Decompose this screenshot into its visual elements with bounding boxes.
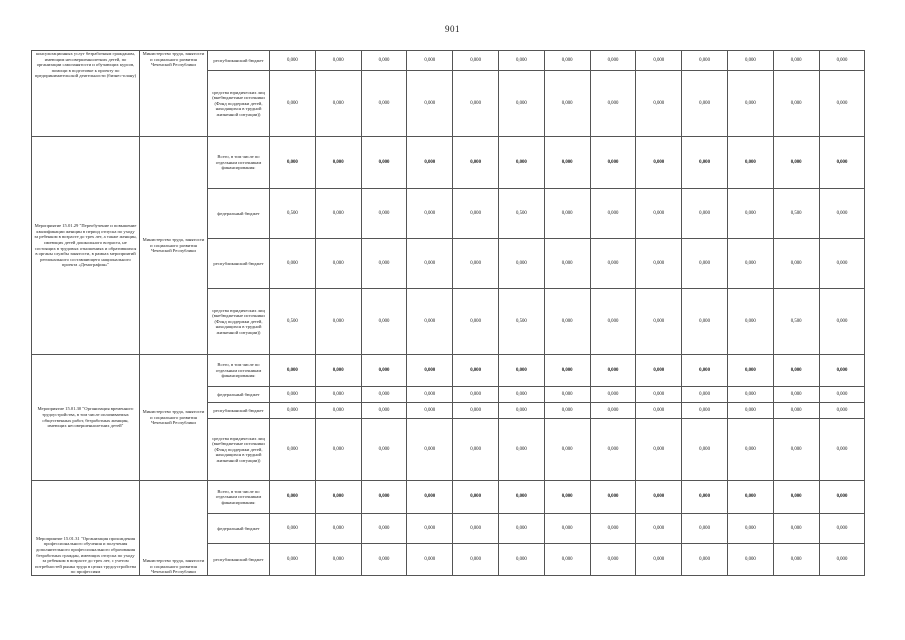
amount-cell: 0,000 <box>407 71 453 137</box>
amount-cell: 0,000 <box>773 137 819 189</box>
amount-cell: 0,000 <box>819 419 865 481</box>
amount-cell: 0,000 <box>590 189 636 239</box>
amount-cell: 0,000 <box>590 387 636 403</box>
amount-cell: 0,000 <box>544 403 590 419</box>
amount-cell: 0,000 <box>819 387 865 403</box>
amount-cell: 0,000 <box>315 71 361 137</box>
amount-cell: 0,000 <box>544 387 590 403</box>
amount-cell: 0,000 <box>270 514 316 544</box>
amount-cell: 0,000 <box>361 403 407 419</box>
funding-source-cell: Всего, в том числе по отдельным источникам финансирования: <box>208 481 270 514</box>
amount-cell: 0,000 <box>590 355 636 387</box>
amount-cell: 0,000 <box>773 51 819 71</box>
funding-source-cell: республиканский бюджет <box>208 544 270 576</box>
amount-cell: 0,000 <box>590 137 636 189</box>
total-row <box>32 355 865 387</box>
amount-cell: 0,000 <box>773 481 819 514</box>
amount-cell: 0,000 <box>361 514 407 544</box>
amount-cell: 0,500 <box>270 289 316 355</box>
amount-cell: 0,000 <box>407 403 453 419</box>
amount-cell: 0,000 <box>544 137 590 189</box>
amount-cell: 0,000 <box>636 419 682 481</box>
amount-cell: 0,000 <box>590 403 636 419</box>
amount-cell: 0,000 <box>407 481 453 514</box>
amount-cell: 0,000 <box>682 387 728 403</box>
amount-cell: 0,000 <box>315 137 361 189</box>
amount-cell: 0,000 <box>636 387 682 403</box>
amount-cell: 0,000 <box>682 481 728 514</box>
amount-cell: 0,000 <box>315 239 361 289</box>
amount-cell: 0,000 <box>453 137 499 189</box>
amount-cell: 0,500 <box>773 189 819 239</box>
amount-cell: 0,000 <box>361 239 407 289</box>
amount-cell: 0,000 <box>773 514 819 544</box>
amount-cell: 0,000 <box>682 137 728 189</box>
amount-cell: 0,000 <box>727 544 773 576</box>
amount-cell: 0,000 <box>315 289 361 355</box>
amount-cell: 0,000 <box>315 189 361 239</box>
organization-cell: Министерство труда, занятости и социального развития Чеченской Республики <box>140 481 208 576</box>
amount-cell: 0,000 <box>590 514 636 544</box>
amount-cell: 0,000 <box>636 51 682 71</box>
amount-cell: 0,000 <box>682 544 728 576</box>
amount-cell: 0,000 <box>773 419 819 481</box>
amount-cell: 0,000 <box>636 544 682 576</box>
amount-cell: 0,000 <box>819 137 865 189</box>
amount-cell: 0,000 <box>453 387 499 403</box>
amount-cell: 0,000 <box>682 51 728 71</box>
amount-cell: 0,000 <box>361 137 407 189</box>
funding-source-cell: республиканский бюджет <box>208 239 270 289</box>
amount-cell: 0,000 <box>498 71 544 137</box>
amount-cell: 0,000 <box>361 419 407 481</box>
amount-cell: 0,000 <box>498 419 544 481</box>
amount-cell: 0,000 <box>636 481 682 514</box>
amount-cell: 0,000 <box>498 387 544 403</box>
amount-cell: 0,000 <box>270 71 316 137</box>
amount-cell: 0,000 <box>727 137 773 189</box>
organization-cell: Министерство труда, занятости и социального развития Чеченской Республики <box>140 355 208 481</box>
amount-cell: 0,000 <box>544 514 590 544</box>
amount-cell: 0,000 <box>498 355 544 387</box>
funding-table <box>31 50 865 576</box>
amount-cell: 0,000 <box>819 403 865 419</box>
amount-cell: 0,000 <box>590 544 636 576</box>
amount-cell: 0,000 <box>407 419 453 481</box>
total-row <box>32 137 865 189</box>
amount-cell: 0,000 <box>361 189 407 239</box>
amount-cell: 0,000 <box>453 239 499 289</box>
amount-cell: 0,000 <box>773 544 819 576</box>
amount-cell: 0,000 <box>819 71 865 137</box>
amount-cell: 0,000 <box>453 403 499 419</box>
amount-cell: 0,000 <box>544 239 590 289</box>
amount-cell: 0,000 <box>590 71 636 137</box>
amount-cell: 0,000 <box>727 481 773 514</box>
funding-source-cell: федеральный бюджет <box>208 514 270 544</box>
amount-cell: 0,000 <box>407 514 453 544</box>
amount-cell: 0,000 <box>682 355 728 387</box>
amount-cell: 0,000 <box>407 239 453 289</box>
amount-cell: 0,000 <box>361 355 407 387</box>
amount-cell: 0,000 <box>590 239 636 289</box>
amount-cell: 0,000 <box>682 403 728 419</box>
activity-cell: Мероприятие 15.01.30 "Организация временного трудоустройства, в том числе оплачиваемых общественных работ, безработных женщин, имеющих несовершеннолетних детей" <box>32 355 140 481</box>
amount-cell: 0,000 <box>636 289 682 355</box>
amount-cell: 0,000 <box>315 355 361 387</box>
funding-source-cell: Всего, в том числе по отдельным источникам финансирования: <box>208 355 270 387</box>
amount-cell: 0,000 <box>407 544 453 576</box>
amount-cell: 0,000 <box>315 51 361 71</box>
amount-cell: 0,000 <box>544 419 590 481</box>
amount-cell: 0,000 <box>407 355 453 387</box>
amount-cell: 0,500 <box>498 189 544 239</box>
amount-cell: 0,000 <box>498 239 544 289</box>
amount-cell: 0,000 <box>819 189 865 239</box>
amount-cell: 0,000 <box>590 419 636 481</box>
amount-cell: 0,000 <box>361 71 407 137</box>
amount-cell: 0,000 <box>819 239 865 289</box>
amount-cell: 0,500 <box>498 289 544 355</box>
amount-cell: 0,000 <box>453 481 499 514</box>
amount-cell: 0,000 <box>819 51 865 71</box>
amount-cell: 0,000 <box>498 544 544 576</box>
amount-cell: 0,000 <box>498 403 544 419</box>
activity-cell: Мероприятие 15.01.31 "Организация прохождения профессионального обучения и получения дополнительного профессионального образования безработных граждан, имеющих отпуска по уходу за ребенком в возрасте до трех лет, с учетом потребностей рынка труда в целях трудоустройства по профессиям <box>32 481 140 576</box>
amount-cell: 0,500 <box>773 289 819 355</box>
amount-cell: 0,000 <box>636 403 682 419</box>
amount-cell: 0,000 <box>315 419 361 481</box>
amount-cell: 0,000 <box>773 355 819 387</box>
amount-cell: 0,000 <box>544 71 590 137</box>
amount-cell: 0,000 <box>544 189 590 239</box>
amount-cell: 0,000 <box>727 289 773 355</box>
amount-cell: 0,000 <box>361 544 407 576</box>
amount-cell: 0,000 <box>636 239 682 289</box>
amount-cell: 0,000 <box>361 51 407 71</box>
amount-cell: 0,000 <box>407 289 453 355</box>
amount-cell: 0,000 <box>270 137 316 189</box>
amount-cell: 0,000 <box>270 419 316 481</box>
amount-cell: 0,000 <box>590 481 636 514</box>
amount-cell: 0,000 <box>453 544 499 576</box>
amount-cell: 0,000 <box>315 481 361 514</box>
amount-cell: 0,000 <box>453 419 499 481</box>
amount-cell: 0,000 <box>453 289 499 355</box>
amount-cell: 0,000 <box>407 51 453 71</box>
amount-cell: 0,000 <box>270 403 316 419</box>
amount-cell: 0,000 <box>453 51 499 71</box>
amount-cell: 0,000 <box>727 51 773 71</box>
funding-source-cell: Всего, в том числе по отдельным источникам финансирования: <box>208 137 270 189</box>
amount-cell: 0,000 <box>727 355 773 387</box>
amount-cell: 0,000 <box>544 355 590 387</box>
amount-cell: 0,000 <box>727 387 773 403</box>
amount-cell: 0,000 <box>498 51 544 71</box>
amount-cell: 0,000 <box>498 481 544 514</box>
amount-cell: 0,000 <box>453 355 499 387</box>
amount-cell: 0,000 <box>544 544 590 576</box>
funding-source-cell: средства юридических лиц (внебюджетные источники (Фонд поддержки детей, находящихся в трудной жизненной ситуации)) <box>208 289 270 355</box>
amount-cell: 0,000 <box>819 514 865 544</box>
amount-cell: 0,000 <box>361 289 407 355</box>
activity-cell: консультационных услуг безработным гражданам, имеющим несовершеннолетних детей, по организации самозанятости и обучающих курсов, помощи в подготовке к проекту по предпринимательской деятельности (бизнес-плану) <box>32 51 140 137</box>
organization-cell: Министерство труда, занятости и социального развития Чеченской Республики <box>140 51 208 137</box>
amount-cell: 0,000 <box>590 289 636 355</box>
amount-cell: 0,000 <box>498 137 544 189</box>
amount-cell: 0,000 <box>544 289 590 355</box>
amount-cell: 0,000 <box>727 239 773 289</box>
amount-cell: 0,000 <box>636 355 682 387</box>
amount-cell: 0,000 <box>407 189 453 239</box>
amount-cell: 0,000 <box>407 137 453 189</box>
funding-source-cell: республиканский бюджет <box>208 51 270 71</box>
amount-cell: 0,000 <box>544 481 590 514</box>
amount-cell: 0,000 <box>315 403 361 419</box>
amount-cell: 0,000 <box>819 481 865 514</box>
amount-cell: 0,000 <box>682 71 728 137</box>
amount-cell: 0,000 <box>270 544 316 576</box>
amount-cell: 0,000 <box>453 514 499 544</box>
amount-cell: 0,000 <box>682 514 728 544</box>
amount-cell: 0,000 <box>682 189 728 239</box>
amount-cell: 0,000 <box>819 289 865 355</box>
page-number: 901 <box>445 24 460 34</box>
amount-cell: 0,000 <box>636 71 682 137</box>
funding-source-cell: федеральный бюджет <box>208 387 270 403</box>
amount-cell: 0,500 <box>270 189 316 239</box>
funding-source-cell: средства юридических лиц (внебюджетные источники (Фонд поддержки детей, находящихся в трудной жизненной ситуации)) <box>208 419 270 481</box>
amount-cell: 0,000 <box>819 544 865 576</box>
amount-cell: 0,000 <box>773 387 819 403</box>
amount-cell: 0,000 <box>498 514 544 544</box>
funding-source-cell: средства юридических лиц (внебюджетные источники (Фонд поддержки детей, находящихся в трудной жизненной ситуации)) <box>208 71 270 137</box>
amount-cell: 0,000 <box>727 403 773 419</box>
funding-source-cell: федеральный бюджет <box>208 189 270 239</box>
activity-cell: Мероприятие 15.01.29 "Переобучение и повышение квалификации женщин в период отпуска по уходу за ребенком в возрасте до трех лет, а также женщин, имеющих детей дошкольного возраста, не состоящих в трудовых отношениях и обратившихся в органы службы занятости, в рамках мероприятий регионального составляющего национального проекта «Демография»" <box>32 137 140 355</box>
amount-cell: 0,000 <box>636 137 682 189</box>
amount-cell: 0,000 <box>682 419 728 481</box>
amount-cell: 0,000 <box>773 71 819 137</box>
funding-source-cell: республиканский бюджет <box>208 403 270 419</box>
total-row <box>32 481 865 514</box>
amount-cell: 0,000 <box>819 355 865 387</box>
amount-cell: 0,000 <box>270 387 316 403</box>
amount-cell: 0,000 <box>727 514 773 544</box>
amount-cell: 0,000 <box>590 51 636 71</box>
organization-cell: Министерство труда, занятости и социального развития Чеченской Республики <box>140 137 208 355</box>
amount-cell: 0,000 <box>270 481 316 514</box>
table-row <box>32 51 865 71</box>
amount-cell: 0,000 <box>773 239 819 289</box>
amount-cell: 0,000 <box>361 481 407 514</box>
amount-cell: 0,000 <box>270 355 316 387</box>
amount-cell: 0,000 <box>270 239 316 289</box>
amount-cell: 0,000 <box>773 403 819 419</box>
amount-cell: 0,000 <box>636 514 682 544</box>
amount-cell: 0,000 <box>727 71 773 137</box>
amount-cell: 0,000 <box>361 387 407 403</box>
amount-cell: 0,000 <box>453 189 499 239</box>
amount-cell: 0,000 <box>636 189 682 239</box>
amount-cell: 0,000 <box>270 51 316 71</box>
amount-cell: 0,000 <box>544 51 590 71</box>
amount-cell: 0,000 <box>315 387 361 403</box>
amount-cell: 0,000 <box>682 289 728 355</box>
amount-cell: 0,000 <box>727 419 773 481</box>
amount-cell: 0,000 <box>727 189 773 239</box>
amount-cell: 0,000 <box>682 239 728 289</box>
amount-cell: 0,000 <box>315 514 361 544</box>
amount-cell: 0,000 <box>315 544 361 576</box>
amount-cell: 0,000 <box>453 71 499 137</box>
amount-cell: 0,000 <box>407 387 453 403</box>
